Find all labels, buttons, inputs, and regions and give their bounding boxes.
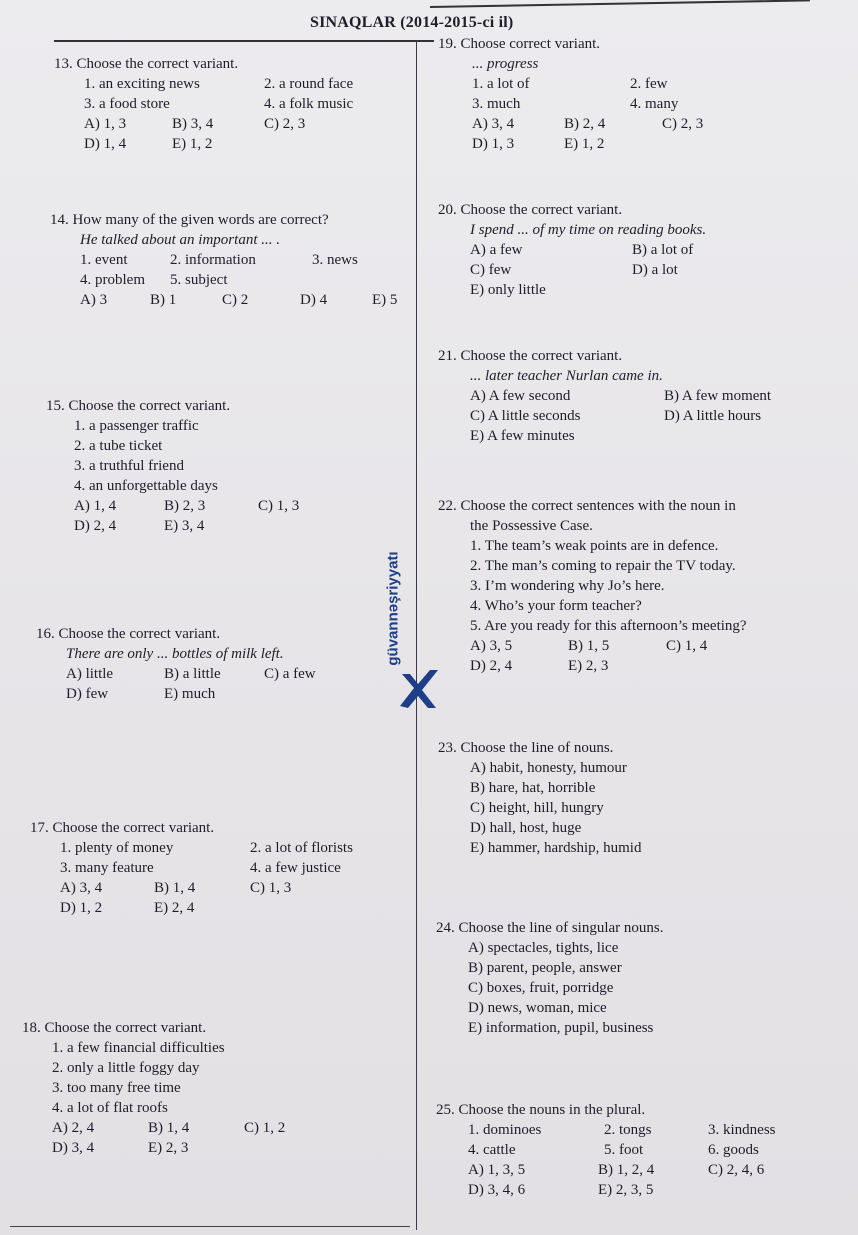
answer-a[interactable]: A) spectacles, tights, lice xyxy=(468,940,619,956)
question-15 xyxy=(46,396,412,536)
option-item: 2. a lot of florists xyxy=(250,840,353,856)
answer-a[interactable]: A) A few second xyxy=(470,388,571,404)
word-item: 1. dominoes xyxy=(468,1122,542,1138)
question-sentence: He talked about an important ... . xyxy=(80,232,280,248)
answer-a[interactable]: A) a few xyxy=(470,242,523,258)
question-21 xyxy=(438,346,850,446)
answer-c[interactable]: C) 1, 2 xyxy=(244,1120,286,1136)
answer-c[interactable]: C) a few xyxy=(264,666,316,682)
option-item: 3. many feature xyxy=(60,860,154,876)
question-stem: 18. Choose the correct variant. xyxy=(22,1020,207,1036)
answer-a[interactable]: A) 3, 4 xyxy=(472,116,515,132)
question-stem: 19. Choose correct variant. xyxy=(438,36,601,52)
answer-c[interactable]: C) 1, 4 xyxy=(666,638,708,654)
question-stem: 23. Choose the line of nouns. xyxy=(438,740,614,756)
answer-d[interactable]: D) 2, 4 xyxy=(74,518,117,534)
publisher-watermark xyxy=(384,520,444,720)
answer-e[interactable]: E) only little xyxy=(470,282,546,298)
word-item: 2. information xyxy=(170,252,256,268)
word-item: 4. problem xyxy=(80,272,145,288)
option-item: 2. a tube ticket xyxy=(74,438,163,454)
word-item: 1. event xyxy=(80,252,128,268)
answer-b[interactable]: B) 1 xyxy=(150,292,177,308)
sentence-item: 5. Are you ready for this afternoon’s meeting? xyxy=(470,618,747,634)
question-sentence: ... progress xyxy=(472,56,539,72)
word-item: 5. foot xyxy=(604,1142,644,1158)
answer-d[interactable]: D) few xyxy=(66,686,109,702)
question-sentence: ... later teacher Nurlan came in. xyxy=(470,368,663,384)
answer-d[interactable]: D) 3, 4, 6 xyxy=(468,1182,526,1198)
option-item: 2. a round face xyxy=(264,76,354,92)
question-stem: 24. Choose the line of singular nouns. xyxy=(436,920,664,936)
word-item: 6. goods xyxy=(708,1142,759,1158)
question-stem: 16. Choose the correct variant. xyxy=(36,626,221,642)
header-rule-right xyxy=(430,0,810,8)
option-item: 1. plenty of money xyxy=(60,840,174,856)
answer-a[interactable]: A) 3, 4 xyxy=(60,880,103,896)
answer-b[interactable]: B) A few moment xyxy=(664,388,772,404)
answer-e[interactable]: E) A few minutes xyxy=(470,428,575,444)
sentence-item: 3. I’m wondering why Jo’s here. xyxy=(470,578,665,594)
answer-a[interactable]: A) habit, honesty, humour xyxy=(470,760,627,776)
publisher-name: güvannəşriyyatı xyxy=(384,551,402,666)
word-item: 3. kindness xyxy=(708,1122,776,1138)
answer-e[interactable]: E) 5 xyxy=(372,292,398,308)
question-18 xyxy=(22,1018,410,1158)
question-17 xyxy=(30,818,410,918)
answer-d[interactable]: D) 1, 4 xyxy=(84,136,127,152)
answer-e[interactable]: E) 2, 3 xyxy=(568,658,609,674)
question-stem: 15. Choose the correct variant. xyxy=(46,398,231,414)
answer-b[interactable]: B) hare, hat, horrible xyxy=(470,780,596,796)
answer-e[interactable]: E) 3, 4 xyxy=(164,518,205,534)
answer-c[interactable]: C) 2, 3 xyxy=(264,116,306,132)
answer-b[interactable]: B) 1, 4 xyxy=(148,1120,190,1136)
word-item: 2. tongs xyxy=(604,1122,652,1138)
answer-d[interactable]: D) 1, 3 xyxy=(472,136,515,152)
answer-e[interactable]: E) 2, 3 xyxy=(148,1140,189,1156)
answer-e[interactable]: E) 2, 4 xyxy=(154,900,195,916)
answer-d[interactable]: D) news, woman, mice xyxy=(468,1000,607,1016)
footer-rule xyxy=(10,1226,410,1227)
answer-c[interactable]: C) few xyxy=(470,262,512,278)
question-23 xyxy=(438,738,848,858)
option-item: 4. a folk music xyxy=(264,96,354,112)
answer-c[interactable]: C) height, hill, hungry xyxy=(470,800,604,816)
answer-a[interactable]: A) 1, 3 xyxy=(84,116,127,132)
page-title: SINAQLAR (2014-2015-ci il) xyxy=(310,14,514,31)
answer-e[interactable]: E) hammer, hardship, humid xyxy=(470,840,642,856)
answer-d[interactable]: D) a lot xyxy=(632,262,678,278)
answer-b[interactable]: B) 2, 3 xyxy=(164,498,206,514)
question-stem: 22. Choose the correct sentences with the noun in xyxy=(438,498,736,514)
answer-d[interactable]: D) 3, 4 xyxy=(52,1140,95,1156)
answer-c[interactable]: C) boxes, fruit, porridge xyxy=(468,980,614,996)
option-item: 1. a passenger traffic xyxy=(74,418,199,434)
answer-a[interactable]: A) 1, 3, 5 xyxy=(468,1162,526,1178)
option-item: 4. a few justice xyxy=(250,860,341,876)
answer-c[interactable]: C) 2, 3 xyxy=(662,116,704,132)
option-item: 4. an unforgettable days xyxy=(74,478,218,494)
option-item: 4. many xyxy=(630,96,679,112)
answer-e[interactable]: E) 2, 3, 5 xyxy=(598,1182,654,1198)
option-item: 3. a truthful friend xyxy=(74,458,184,474)
question-20 xyxy=(438,200,848,300)
sentence-item: 1. The team’s weak points are in defence. xyxy=(470,538,719,554)
answer-a[interactable]: A) little xyxy=(66,666,114,682)
question-stem: 20. Choose the correct variant. xyxy=(438,202,623,218)
question-14 xyxy=(50,210,412,310)
answer-e[interactable]: E) 1, 2 xyxy=(172,136,213,152)
answer-c[interactable]: C) 2, 4, 6 xyxy=(708,1162,765,1178)
answer-d[interactable]: D) A little hours xyxy=(664,408,762,424)
option-item: 3. a food store xyxy=(84,96,170,112)
question-stem: 25. Choose the nouns in the plural. xyxy=(436,1102,646,1118)
answer-b[interactable]: B) a lot of xyxy=(632,242,694,258)
answer-b[interactable]: B) parent, people, answer xyxy=(468,960,622,976)
option-item: 2. only a little foggy day xyxy=(52,1060,200,1076)
answer-c[interactable]: C) 1, 3 xyxy=(250,880,292,896)
answer-e[interactable]: E) information, pupil, business xyxy=(468,1020,654,1036)
answer-b[interactable]: B) 2, 4 xyxy=(564,116,606,132)
word-item: 4. cattle xyxy=(468,1142,516,1158)
question-25 xyxy=(436,1100,850,1200)
answer-e[interactable]: E) much xyxy=(164,686,216,702)
option-item: 4. a lot of flat roofs xyxy=(52,1100,168,1116)
answer-c[interactable]: C) 1, 3 xyxy=(258,498,300,514)
question-stem: 13. Choose the correct variant. xyxy=(54,56,239,72)
word-item: 5. subject xyxy=(170,272,228,288)
question-stem: 21. Choose the correct variant. xyxy=(438,348,623,364)
sentence-item: 2. The man’s coming to repair the TV today. xyxy=(470,558,736,574)
answer-b[interactable]: B) 1, 5 xyxy=(568,638,610,654)
question-24 xyxy=(436,918,848,1038)
option-item: 1. a lot of xyxy=(472,76,530,92)
answer-a[interactable]: A) 2, 4 xyxy=(52,1120,95,1136)
question-22 xyxy=(438,496,852,676)
question-sentence: There are only ... bottles of milk left. xyxy=(66,646,284,662)
question-16 xyxy=(36,624,406,704)
answer-d[interactable]: D) hall, host, huge xyxy=(470,820,582,836)
answer-b[interactable]: B) 1, 2, 4 xyxy=(598,1162,655,1178)
option-item: 3. too many free time xyxy=(52,1080,181,1096)
question-19 xyxy=(438,34,838,154)
option-item: 2. few xyxy=(630,76,668,92)
answer-c[interactable]: C) A little seconds xyxy=(470,408,581,424)
question-stem-continued: the Possessive Case. xyxy=(470,518,593,534)
question-sentence: I spend ... of my time on reading books. xyxy=(470,222,707,238)
question-stem: 17. Choose the correct variant. xyxy=(30,820,215,836)
answer-b[interactable]: B) 3, 4 xyxy=(172,116,214,132)
answer-d[interactable]: D) 1, 2 xyxy=(60,900,103,916)
option-item: 1. a few financial difficulties xyxy=(52,1040,225,1056)
sentence-item: 4. Who’s your form teacher? xyxy=(470,598,642,614)
answer-b[interactable]: B) 1, 4 xyxy=(154,880,196,896)
answer-d[interactable]: D) 4 xyxy=(300,292,328,308)
question-stem: 14. How many of the given words are correct? xyxy=(50,212,329,228)
answer-a[interactable]: A) 1, 4 xyxy=(74,498,117,514)
option-item: 1. an exciting news xyxy=(84,76,200,92)
answer-c[interactable]: C) 2 xyxy=(222,292,249,308)
header-rule-left xyxy=(54,40,434,42)
answer-b[interactable]: B) a little xyxy=(164,666,221,682)
answer-a[interactable]: A) 3 xyxy=(80,292,108,308)
publisher-logo-icon xyxy=(396,668,440,712)
option-item: 3. much xyxy=(472,96,521,112)
answer-e[interactable]: E) 1, 2 xyxy=(564,136,605,152)
word-item: 3. news xyxy=(312,252,358,268)
question-13 xyxy=(54,54,414,154)
answer-a[interactable]: A) 3, 5 xyxy=(470,638,513,654)
answer-d[interactable]: D) 2, 4 xyxy=(470,658,513,674)
